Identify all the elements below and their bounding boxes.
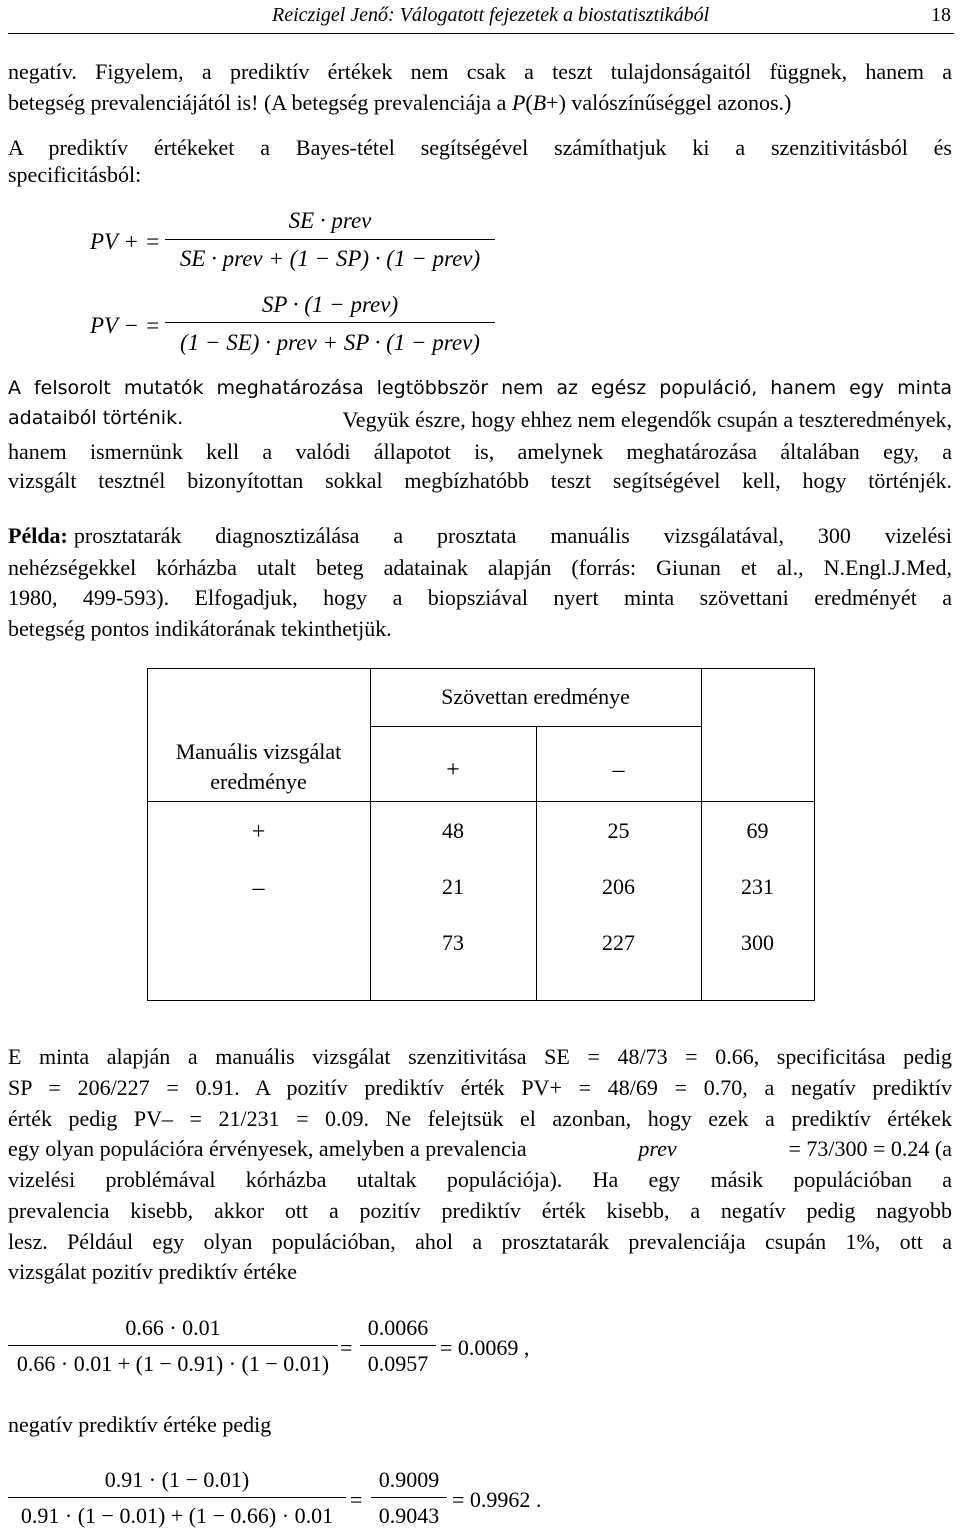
table-cell: 48	[442, 818, 464, 843]
table-col-plus: +	[446, 757, 460, 783]
table-grand-total: 300	[741, 930, 774, 955]
calc1-numerator-2: 0.0066	[367, 1315, 429, 1340]
intro-line-1: negatív. Figyelem, a prediktív értékek nem csak a teszt tulajdonságaitól függnek, hanem a	[8, 59, 952, 84]
table-col-minus: –	[612, 757, 625, 783]
example-line-1: Példa: prosztatarák diagnosztizálása a prosztata manuális vizsgálatával, 300 vizelési	[8, 523, 952, 548]
para4-line-2: SP = 206/227 = 0.91. A pozitív prediktív érték PV+ = 48/69 = 0.70, a negatív prediktív	[8, 1075, 952, 1100]
table-row-label: –	[252, 875, 265, 901]
calc1-denominator: 0.66 · 0.01 + (1 − 0.91) · (1 − 0.01)	[16, 1351, 330, 1376]
table-column-total: 73	[442, 930, 464, 955]
calc2-fraction-bar-2	[371, 1497, 447, 1498]
table-row-header: Manuális vizsgálat eredménye	[175, 739, 342, 794]
para3-line-4: vizsgált tesztnél bizonyítottan sokkal megbízhatóbb teszt segítségével kell, hogy történjék.	[8, 468, 952, 493]
calc2-numerator: 0.91 · (1 − 0.01)	[104, 1467, 250, 1492]
table-divider-header	[370, 726, 701, 727]
calc2-result: = 0.9962 .	[452, 1487, 542, 1512]
table-divider-body	[147, 801, 815, 802]
table-row-total: 231	[741, 874, 774, 899]
table-border-bottom	[147, 1000, 815, 1001]
table-border-top	[147, 668, 815, 669]
calc2-numerator-2: 0.9009	[378, 1467, 440, 1492]
calc1-fraction-bar	[8, 1345, 338, 1346]
para4-line-1: E minta alapján a manuális vizsgálat szenzitivitása SE = 48/73 = 0.66, specificitása pedig	[8, 1044, 952, 1069]
intro-line-2: betegség prevalenciájától is! (A betegség prevalenciája a P(B+) valószínűséggel azonos.)	[8, 90, 792, 115]
para4-line-4: egy olyan populációra érvényesek, amelyben a prevalencia prev = 73/300 = 0.24 (a	[8, 1136, 952, 1161]
calc2-equals: =	[350, 1487, 363, 1512]
pvplus-denominator: SE · prev + (1 − SP) · (1 − prev)	[179, 246, 481, 271]
para3-line-3: hanem ismernünk kell a valódi állapotot is, amelynek meghatározása általában egy, a	[8, 439, 952, 464]
para4-line-8: vizsgálat pozitív prediktív értéke	[8, 1259, 297, 1284]
pvminus-label: PV − =	[90, 313, 161, 338]
page-number: 18	[931, 4, 951, 26]
calc1-equals: =	[340, 1335, 353, 1360]
table-column-total: 227	[602, 930, 635, 955]
calc1-result: = 0.0069 ,	[440, 1335, 530, 1360]
pvplus-label: PV + =	[90, 229, 161, 254]
calc1-fraction-bar-2	[360, 1345, 436, 1346]
pvminus-fraction-bar	[165, 322, 495, 323]
running-title: Reiczigel Jenő: Válogatott fejezetek a biostatisztikából	[272, 4, 710, 26]
header-rule	[8, 33, 954, 34]
para4-line-7: lesz. Például egy olyan populációban, ahol a prosztatarák prevalenciája csupán 1%, ott a	[8, 1229, 952, 1254]
pvplus-numerator: SE · prev	[288, 208, 372, 233]
para4-line-3: érték pedig PV– = 21/231 = 0.09. Ne felejtsük el azonban, hogy ezek a prediktív értékek	[8, 1106, 952, 1131]
example-line-2: nehézségekkel kórházba utalt beteg adatainak alapján (forrás: Giunan et al., N.Engl.J.Med,	[8, 555, 952, 580]
calc1-numerator: 0.66 · 0.01	[125, 1315, 221, 1340]
calc2-denominator: 0.91 · (1 − 0.01) + (1 − 0.66) · 0.01	[20, 1503, 334, 1528]
table-row-total: 69	[746, 818, 769, 843]
table-cell: 206	[602, 874, 635, 899]
table-border-right	[814, 668, 815, 1000]
intro-line-3: A prediktív értékeket a Bayes-tétel segítségével számíthatjuk ki a szenzitivitásból és	[8, 135, 952, 160]
calc2-denominator-2: 0.9043	[378, 1503, 440, 1528]
para4-line-6: prevalencia kisebb, akkor ott a pozitív prediktív érték kisebb, a negatív pedig nagyobb	[8, 1198, 952, 1223]
para5-line-1: negatív prediktív értéke pedig	[8, 1412, 272, 1437]
table-col-header: Szövettan eredménye	[441, 684, 630, 709]
calc1-denominator-2: 0.0957	[367, 1351, 429, 1376]
para3-line-2: adataiból történik. Vegyük észre, hogy ehhez nem elegendők csupán a teszteredmények,	[8, 407, 952, 432]
calc2-fraction-bar	[8, 1497, 346, 1498]
intro-line-4: specificitásból:	[8, 162, 142, 187]
pvminus-numerator: SP · (1 − prev)	[261, 292, 399, 317]
pvplus-fraction-bar	[165, 239, 495, 240]
example-line-3: 1980, 499-593). Elfogadjuk, hogy a biopsziával nyert minta szövettani eredményét a	[8, 585, 952, 610]
para4-line-5: vizelési problémával kórházba utaltak populációja). Ha egy másik populációban a	[8, 1167, 952, 1192]
example-line-4: betegség pontos indikátorának tekinthetjük.	[8, 616, 392, 641]
table-row-label: +	[251, 819, 266, 845]
pvminus-denominator: (1 − SE) · prev + SP · (1 − prev)	[180, 330, 480, 355]
para3-line-1: A felsorolt mutatók meghatározása legtöbbször nem az egész populáció, hanem egy minta	[8, 377, 952, 399]
table-cell: 21	[442, 874, 464, 899]
table-cell: 25	[607, 818, 630, 843]
